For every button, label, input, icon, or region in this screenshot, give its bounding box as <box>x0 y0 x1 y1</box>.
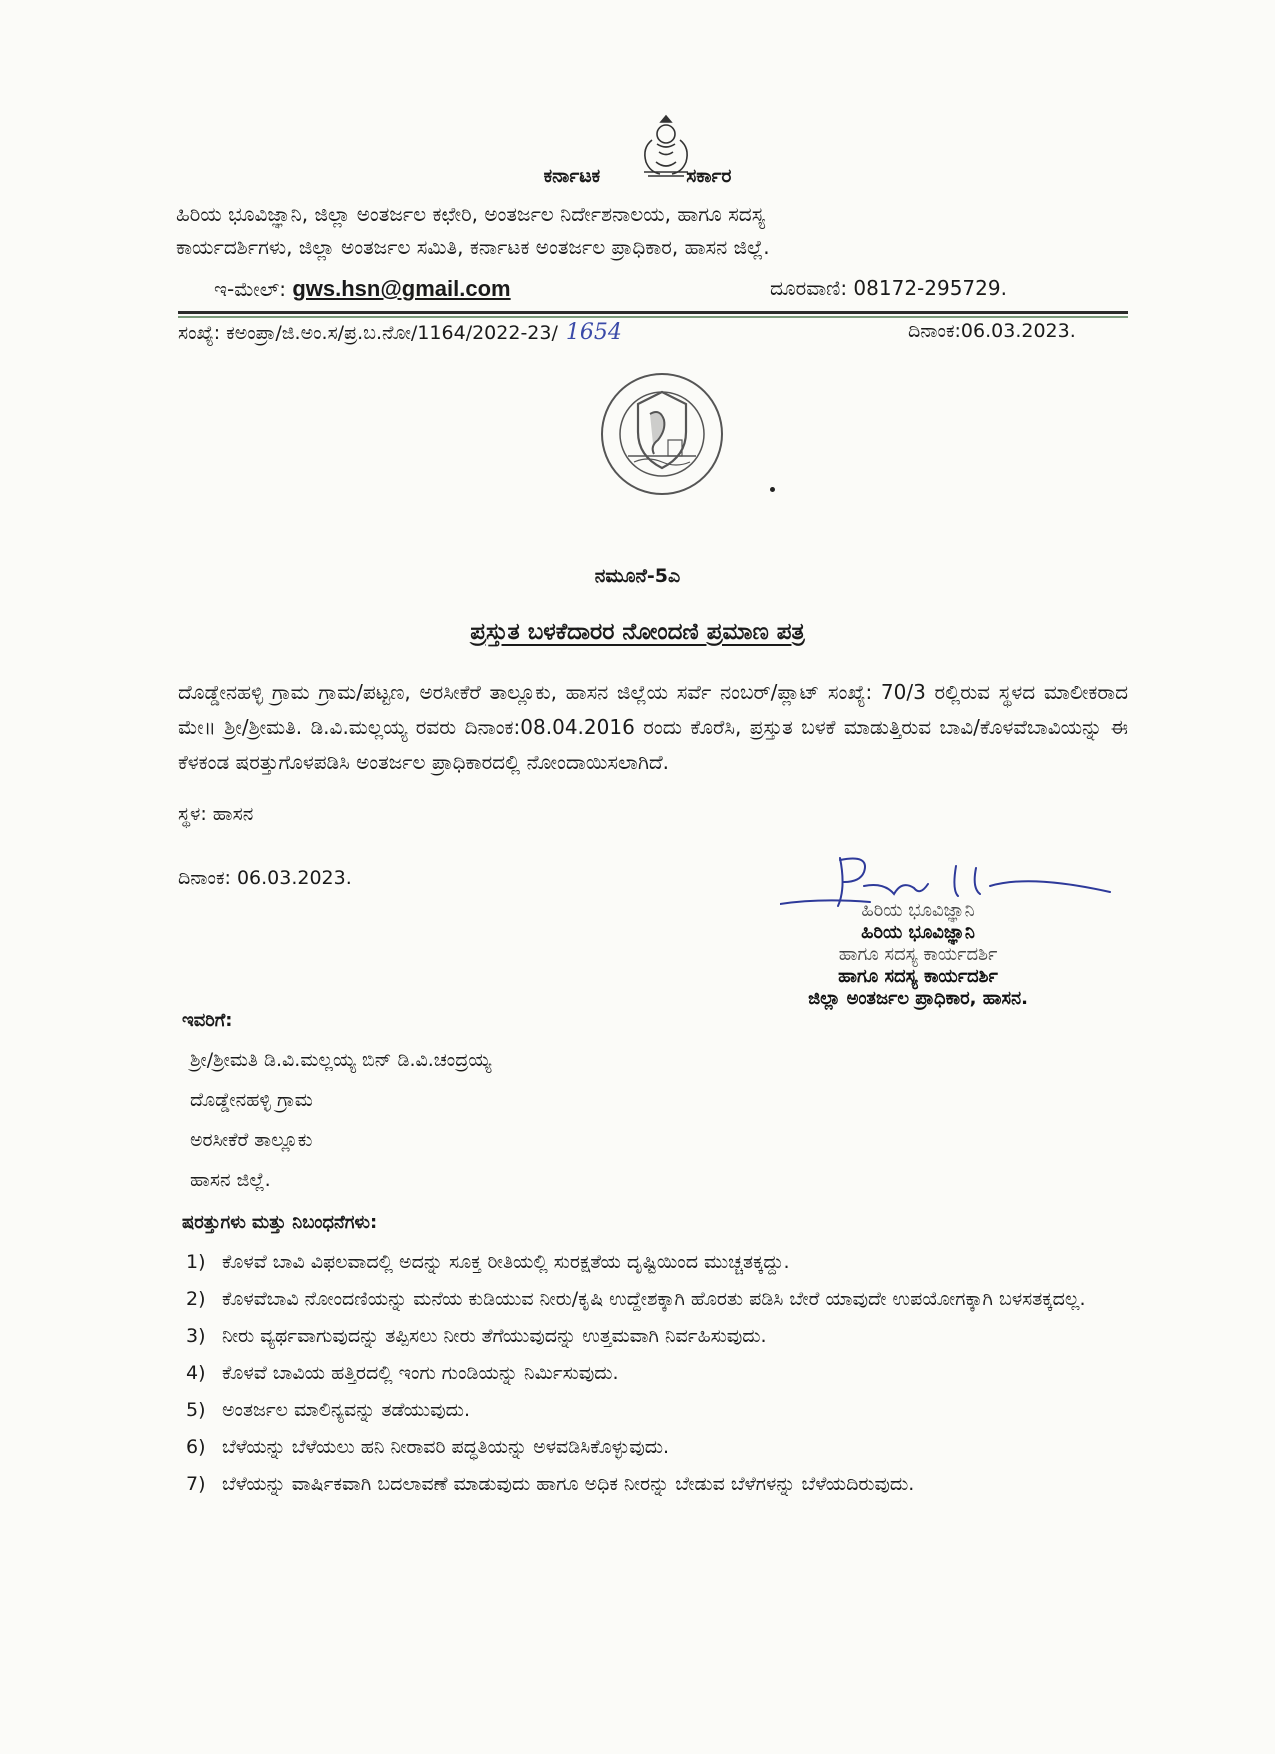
gov-title-left: ಕರ್ನಾಟಕ <box>543 165 601 187</box>
phone-number: 08172-295729. <box>853 276 1007 300</box>
conditions-heading: ಷರತ್ತುಗಳು ಮತ್ತು ನಿಬಂಧನೆಗಳು: <box>182 1212 378 1233</box>
condition-item <box>186 1392 1126 1429</box>
ink-dot <box>770 487 775 492</box>
condition-item <box>186 1355 1126 1392</box>
certificate-body: ದೊಡ್ಡೇನಹಳ್ಳಿ ಗ್ರಾಮ ಗ್ರಾಮ/ಪಟ್ಟಣ, ಅರಸೀಕೆರೆ ತಾಲ್ಲೂಕು, ಹಾಸನ ಜಿಲ್ಲೆಯ ಸರ್ವೆ ನಂಬರ್/ಪ್ಲಾಟ್ ಸಂಖ್ಯೆ: 70/3 ರಲ್ಲಿರುವ ಸ್ಥಳದ ಮಾಲೀಕರಾದ ಮೇ॥ ಶ್ರೀ/ಶ್ರೀಮತಿ. ಡಿ.ವಿ.ಮಲ್ಲಯ್ಯ ರವರು ದಿನಾಂಕ:08.04.2016 ರಂದು ಕೊರೆಸಿ, ಪ್ರಸ್ತುತ ಬಳಕೆ ಮಾಡುತ್ತಿರುವ ಬಾವಿ/ಕೊಳವೆಬಾವಿಯನ್ನು ಈ ಕೆಳಕಂಡ ಷರತ್ತುಗೊಳಪಡಿಸಿ ಅಂತರ್ಜಲ ಪ್ರಾಧಿಕಾರದಲ್ಲಿ ನೋಂದಾಯಿಸಲಾಗಿದೆ. <box>178 680 1128 774</box>
addressee-line: ಅರಸೀಕೆರೆ ತಾಲ್ಲೂಕು <box>190 1129 313 1151</box>
ref-handwritten-number: 1654 <box>565 320 622 345</box>
condition-text: ಕೊಳವೆ ಬಾವಿಯ ಹತ್ತಿರದಲ್ಲಿ ಇಂಗು ಗುಂಡಿಯನ್ನು ನಿರ್ಮಿಸುವುದು. <box>222 1362 619 1384</box>
signatory-designation: ಹಿರಿಯ ಭೂವಿಜ್ಞಾನಿ <box>861 900 975 921</box>
condition-number: 3) <box>186 1325 206 1347</box>
condition-text: ಅಂತರ್ಜಲ ಮಾಲಿನ್ಯವನ್ನು ತಡೆಯುವುದು. <box>222 1399 471 1421</box>
email-link[interactable]: gws.hsn@gmail.com <box>292 276 511 301</box>
certificate-title <box>0 619 1275 645</box>
authority-seal-icon <box>598 370 726 498</box>
addressee-heading: ಇವರಿಗೆ: <box>182 1010 233 1031</box>
reference-number <box>178 320 622 345</box>
condition-text: ಕೊಳವೆ ಬಾವಿ ವಿಫಲವಾದಲ್ಲಿ ಅದನ್ನು ಸೂಕ್ತ ರೀತಿಯಲ್ಲಿ ಸುರಕ್ಷತೆಯ ದೃಷ್ಟಿಯಿಂದ ಮುಚ್ಚತಕ್ಕದ್ದು. <box>222 1251 790 1273</box>
condition-text: ಬೆಳೆಯನ್ನು ವಾರ್ಷಿಕವಾಗಿ ಬದಲಾವಣೆ ಮಾಡುವುದು ಹಾಗೂ ಅಧಿಕ ನೀರನ್ನು ಬೇಡುವ ಬೆಳೆಗಳನ್ನು ಬೆಳೆಯದಿರುವುದು. <box>222 1473 915 1495</box>
form-number: ನಮೂನೆ-5ಎ <box>594 565 681 587</box>
condition-item <box>186 1429 1126 1466</box>
condition-item <box>186 1466 1126 1503</box>
condition-text: ಕೊಳವೆಬಾವಿ ನೋಂದಣಿಯನ್ನು ಮನೆಯ ಕುಡಿಯುವ ನೀರು/ಕೃಷಿ ಉದ್ದೇಶಕ್ಕಾಗಿ ಹೊರತು ಪಡಿಸಿ ಬೇರೆ ಯಾವುದೇ ಉಪಯೋಗಕ್ಕಾಗಿ ಬಳಸತಕ್ಕದಲ್ಲ. <box>222 1288 1086 1310</box>
office-line-2: ಕಾರ್ಯದರ್ಶಿಗಳು, ಜಿಲ್ಲಾ ಅಂತರ್ಜಲ ಸಮಿತಿ, ಕರ್ನಾಟಕ ಅಂತರ್ಜಲ ಪ್ರಾಧಿಕಾರ, ಹಾಸನ ಜಿಲ್ಲೆ. <box>176 235 770 259</box>
ref-label: ಸಂಖ್ಯೆ: <box>178 322 221 344</box>
government-title <box>0 165 1275 187</box>
header-divider <box>178 311 1128 314</box>
phone-row <box>770 276 1007 300</box>
header-date-label: ದಿನಾಂಕ: <box>908 320 961 342</box>
condition-number: 6) <box>186 1436 206 1458</box>
conditions-list <box>186 1244 1126 1503</box>
header-date <box>908 320 1076 342</box>
signatory-stamp-role: ಹಾಗೂ ಸದಸ್ಯ ಕಾರ್ಯದರ್ಶಿ <box>838 966 998 987</box>
condition-item <box>186 1318 1126 1355</box>
gov-title-right: ಸರ್ಕಾರ <box>686 165 732 187</box>
addressee-line: ಶ್ರೀ/ಶ್ರೀಮತಿ ಡಿ.ವಿ.ಮಲ್ಲಯ್ಯ ಬಿನ್ ಡಿ.ವಿ.ಚಂದ್ರಯ್ಯ <box>190 1049 492 1071</box>
condition-item <box>186 1244 1126 1281</box>
place-line: ಸ್ಥಳ: ಹಾಸನ <box>178 803 254 825</box>
office-line-1: ಹಿರಿಯ ಭೂವಿಜ್ಞಾನಿ, ಜಿಲ್ಲಾ ಅಂತರ್ಜಲ ಕಛೇರಿ, ಅಂತರ್ಜಲ ನಿರ್ದೇಶನಾಲಯ, ಹಾಗೂ ಸದಸ್ಯ <box>176 202 766 226</box>
email-label: ಇ-ಮೇಲ್: <box>214 277 286 301</box>
condition-number: 7) <box>186 1473 206 1495</box>
phone-label: ದೂರವಾಣಿ: <box>770 276 848 300</box>
office-address <box>176 198 1106 264</box>
certificate-title-text: ಪ್ರಸ್ತುತ ಬಳಕೆದಾರರ ನೋಂದಣಿ ಪ್ರಮಾಣ ಪತ್ರ <box>470 619 805 645</box>
signatory-role: ಹಾಗೂ ಸದಸ್ಯ ಕಾರ್ಯದರ್ಶಿ <box>838 944 998 965</box>
header-date-value: 06.03.2023. <box>960 320 1076 342</box>
condition-number: 2) <box>186 1288 206 1310</box>
condition-number: 1) <box>186 1251 206 1273</box>
addressee-address <box>190 1040 491 1200</box>
ref-value: ಕಅಂಪ್ರಾ/ಜಿ.ಅಂ.ಸ/ಪ್ರ.ಬ.ನೋ/1164/2022-23/ <box>226 322 558 344</box>
condition-number: 4) <box>186 1362 206 1384</box>
signatory-office: ಜಿಲ್ಲಾ ಅಂತರ್ಜಲ ಪ್ರಾಧಿಕಾರ, ಹಾಸನ. <box>808 988 1028 1009</box>
addressee-line: ದೊಡ್ಡೇನಹಳ್ಳಿ ಗ್ರಾಮ <box>190 1089 313 1111</box>
condition-item <box>186 1281 1126 1318</box>
addressee-line: ಹಾಸನ ಜಿಲ್ಲೆ. <box>190 1169 271 1191</box>
condition-text: ನೀರು ವ್ಯರ್ಥವಾಗುವುದನ್ನು ತಪ್ಪಿಸಲು ನೀರು ತೆಗೆಯುವುದನ್ನು ಉತ್ತಮವಾಗಿ ನಿರ್ವಹಿಸುವುದು. <box>222 1325 767 1347</box>
email-row <box>214 276 511 302</box>
condition-text: ಬೆಳೆಯನ್ನು ಬೆಳೆಯಲು ಹನಿ ನೀರಾವರಿ ಪದ್ಧತಿಯನ್ನು ಅಳವಡಿಸಿಕೊಳ್ಳುವುದು. <box>222 1436 670 1458</box>
signatory-block <box>718 900 1118 1010</box>
condition-number: 5) <box>186 1399 206 1421</box>
header-divider-accent <box>178 316 1128 318</box>
signatory-stamp-designation: ಹಿರಿಯ ಭೂವಿಜ್ಞಾನಿ <box>861 922 975 943</box>
issue-date-line: ದಿನಾಂಕ: 06.03.2023. <box>178 867 352 889</box>
